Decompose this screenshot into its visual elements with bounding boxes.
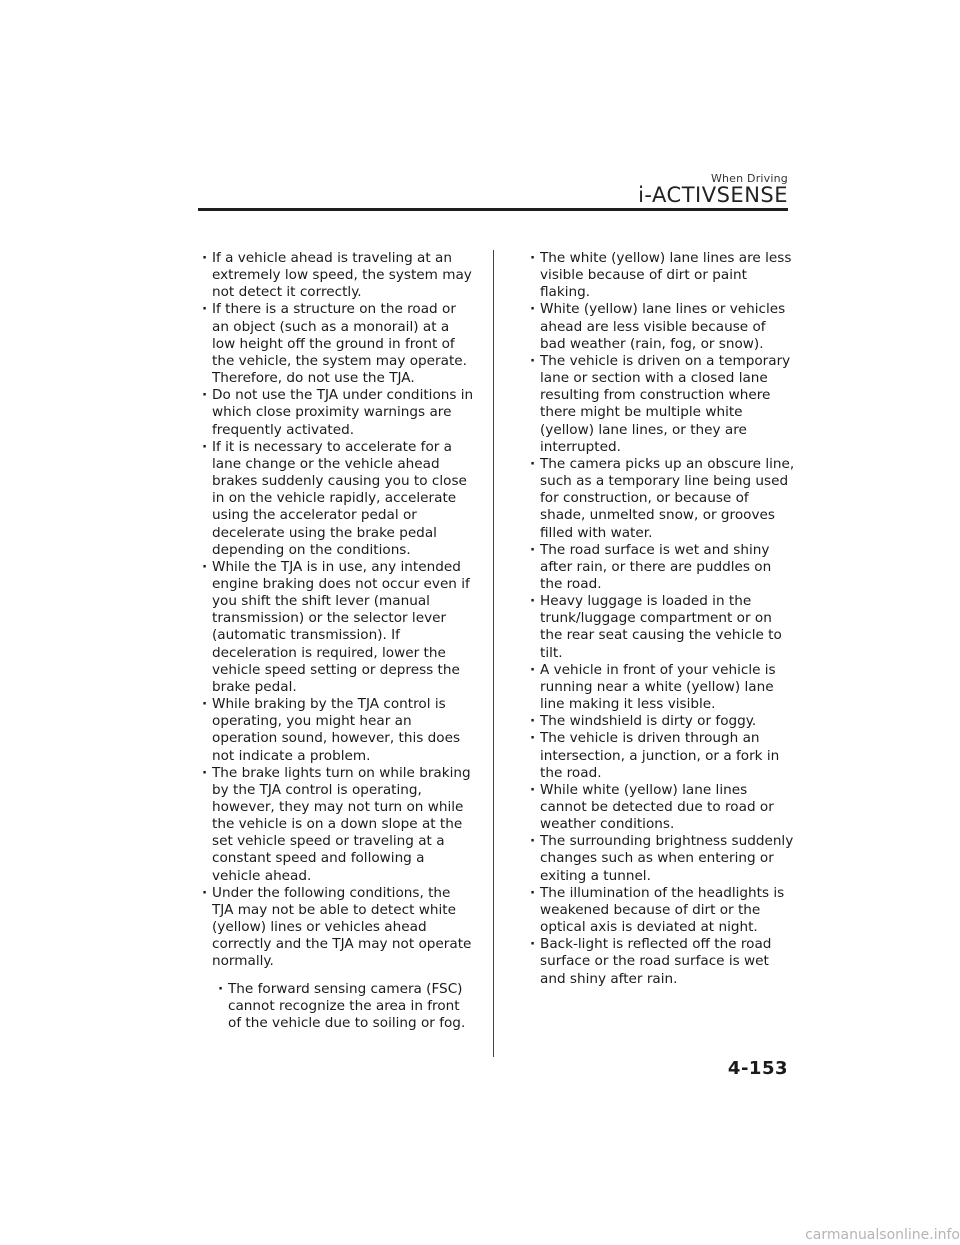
bullet-dot: · <box>202 558 208 575</box>
bullet-dot: · <box>202 387 208 404</box>
bullet-item <box>527 730 795 781</box>
left-column <box>199 250 475 1032</box>
bullet-text: The white (yellow) lane lines are less visible because of dirt or paint flaking. <box>540 250 792 301</box>
bullet-text: The windshield is dirty or foggy. <box>540 713 757 730</box>
header-rule <box>198 208 788 211</box>
bullet-dot: · <box>202 764 208 781</box>
bullet-item <box>527 353 795 456</box>
bullet-item <box>199 439 475 559</box>
bullet-dot: · <box>530 781 536 798</box>
bullet-item <box>199 885 475 971</box>
bullet-text: The forward sensing camera (FSC) cannot recognize the area in front of the vehicle due to soiling or fog. <box>228 980 466 1031</box>
bullet-text: The vehicle is driven through an intersection, a junction, or a fork in the road. <box>540 730 780 781</box>
bullet-item <box>527 833 795 884</box>
bullet-text: While the TJA is in use, any intended engine braking does not occur even if you shift the shift lever (manual transmission) or the selector lever (automatic transmission). If deceleration is required, lower the vehicle speed setting or depress the brake pedal. <box>212 558 470 695</box>
bullet-item <box>527 662 795 713</box>
bullet-item <box>527 885 795 936</box>
bullet-item <box>199 301 475 387</box>
bullet-dot: · <box>530 936 536 953</box>
right-bullet-list <box>527 250 795 988</box>
bullet-item <box>527 713 795 730</box>
watermark: carmanualsonline.info <box>805 1227 960 1243</box>
bullet-text: The illumination of the headlights is weakened because of dirt or the optical axis is deviated at night. <box>540 884 785 936</box>
bullet-text: The road surface is wet and shiny after rain, or there are puddles on the road. <box>540 541 772 592</box>
bullet-text: If a vehicle ahead is traveling at an extremely low speed, the system may not detect it correctly. <box>212 250 472 301</box>
bullet-text: The surrounding brightness suddenly changes such as when entering or exiting a tunnel. <box>540 833 794 884</box>
section-title: When Driving <box>710 172 788 185</box>
bullet-item <box>199 250 475 301</box>
bullet-dot: · <box>202 301 208 318</box>
bullet-dot: · <box>530 593 536 610</box>
bullet-dot: · <box>202 250 208 266</box>
bullet-text: Do not use the TJA under conditions in which close proximity warnings are frequently activated. <box>212 387 474 438</box>
bullet-item <box>215 981 475 1032</box>
left-bullet-list <box>199 250 475 971</box>
bullet-text: While white (yellow) lane lines cannot be detected due to road or weather conditions. <box>540 781 774 833</box>
bullet-dot: · <box>530 301 536 318</box>
bullet-text: If there is a structure on the road or an object (such as a monorail) at a low height off the ground in front of the vehicle, the system may operate. Therefore, do not use the TJA. <box>212 301 467 387</box>
bullet-text: Under the following conditions, the TJA may not be able to detect white (yellow) lines or vehicles ahead correctly and the TJA may not operate normally. <box>212 884 472 970</box>
bullet-dot: · <box>530 352 536 369</box>
bullet-item <box>199 559 475 696</box>
bullet-text: The camera picks up an obscure line, such as a temporary line being used for construction, or because of shade, unmelted snow, or grooves filled with water. <box>540 455 795 541</box>
bullet-dot: · <box>530 713 536 730</box>
bullet-dot: · <box>530 541 536 558</box>
right-column <box>527 250 795 988</box>
bullet-item <box>527 250 795 301</box>
bullet-dot: · <box>202 884 208 901</box>
bullet-text: While braking by the TJA control is operating, you might hear an operation sound, however, this does not indicate a problem. <box>212 696 461 764</box>
bullet-text: A vehicle in front of your vehicle is running near a white (yellow) lane line making it less visible. <box>540 661 776 713</box>
bullet-item <box>527 456 795 542</box>
bullet-dot: · <box>202 696 208 713</box>
bullet-dot: · <box>530 455 536 472</box>
bullet-dot: · <box>530 250 536 266</box>
bullet-text: If it is necessary to accelerate for a lane change or the vehicle ahead brakes suddenly causing you to close in on the vehicle rapidly, accelerate using the accelerator pedal or decelerate using the brake pedal depending on the conditions. <box>212 438 467 558</box>
bullet-item <box>527 936 795 987</box>
bullet-item <box>527 593 795 662</box>
bullet-text: Back-light is reflected off the road surface or the road surface is wet and shiny after rain. <box>540 936 772 987</box>
bullet-text: White (yellow) lane lines or vehicles ahead are less visible because of bad weather (rain, fog, or snow). <box>540 301 786 352</box>
bullet-item <box>527 542 795 593</box>
bullet-text: The vehicle is driven on a temporary lane or section with a closed lane resulting from construction where there might be multiple white (yellow) lane lines, or they are interrupted. <box>540 352 791 455</box>
bullet-item <box>199 696 475 765</box>
bullet-item <box>527 782 795 833</box>
page-number: 4-153 <box>727 1058 788 1079</box>
bullet-dot: · <box>530 661 536 678</box>
bullet-item <box>199 387 475 438</box>
bullet-dot: · <box>218 980 224 997</box>
bullet-text: Heavy luggage is loaded in the trunk/luggage compartment or on the rear seat causing the vehicle to tilt. <box>540 593 782 661</box>
column-divider <box>493 250 494 1057</box>
bullet-dot: · <box>202 438 208 455</box>
bullet-item <box>527 301 795 352</box>
bullet-item <box>199 765 475 885</box>
bullet-text: The brake lights turn on while braking by the TJA control is operating, however, they may not turn on while the vehicle is on a down slope at the set vehicle speed or traveling at a constant speed and following a vehicle ahead. <box>212 764 471 884</box>
left-sub-bullet-list <box>199 981 475 1032</box>
bullet-dot: · <box>530 884 536 901</box>
bullet-dot: · <box>530 833 536 850</box>
chapter-title: i-ACTIVSENSE <box>638 183 788 207</box>
bullet-dot: · <box>530 730 536 747</box>
